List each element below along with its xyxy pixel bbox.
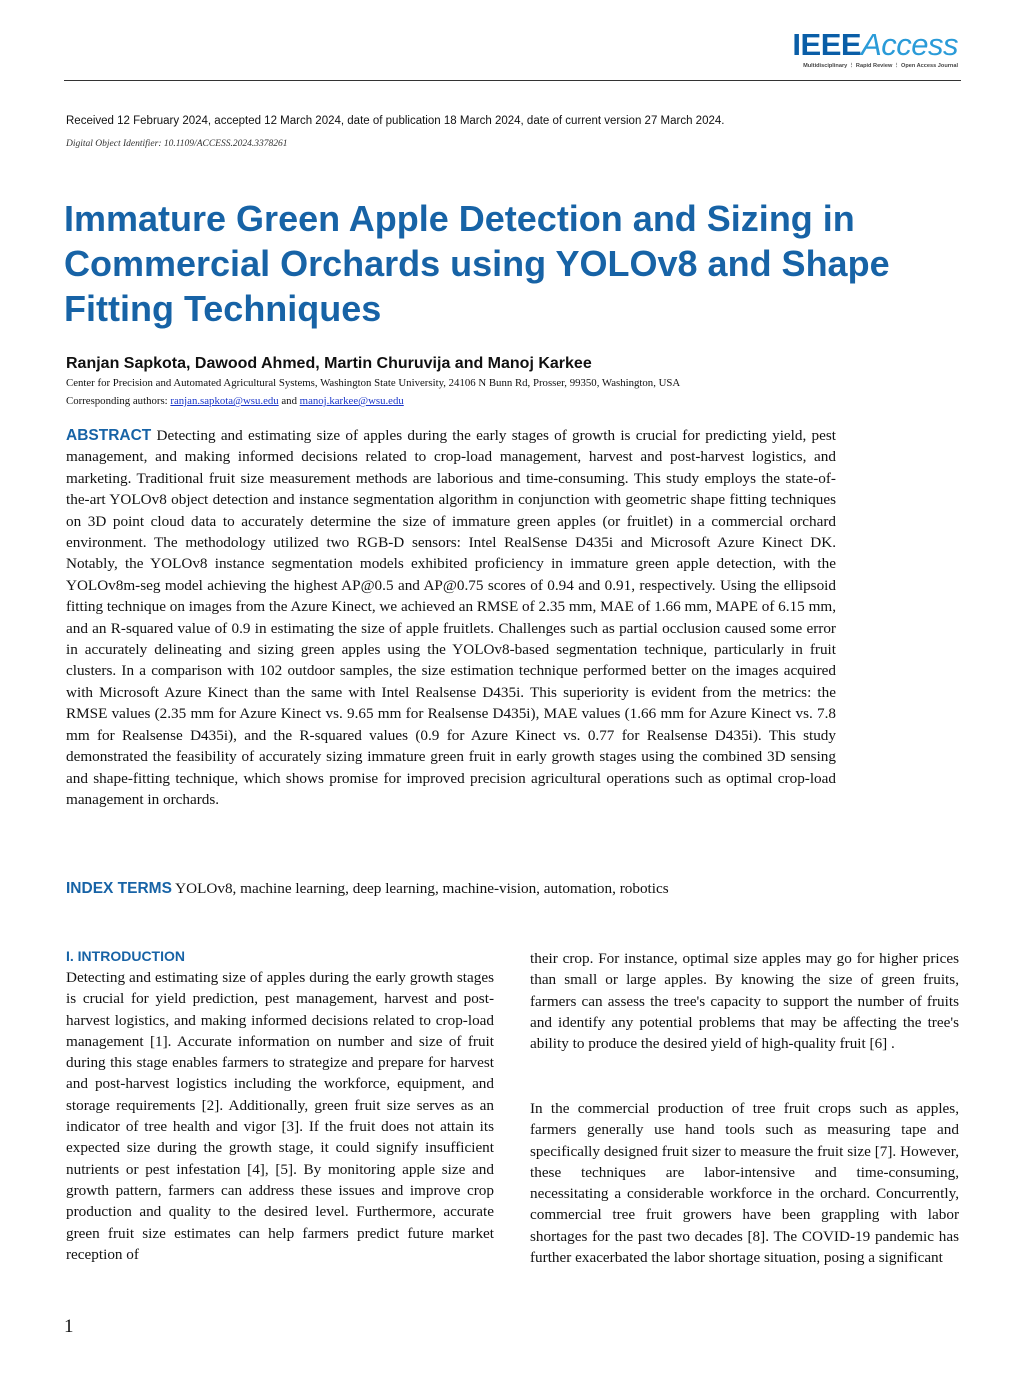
intro-column-1: Detecting and estimating size of apples during the early growth stages is crucial for yield prediction, pest management, harvest and post-harvest logistics, and making informed decisions related to crop-load management [1]. Accurate information on number and size of fruit during this stage enables farmers to strategize and prepare for harvest and post-harvest logistics including the workforce, equipment, and storage requirements [2]. Additionally, green fruit size serves as an indicator of tree health and vigor [3]. If the fruit does not attain its expected size during the growth stage, it could signify insufficient nutrients or pest infestation [4], [5]. By monitoring apple size and growth pattern, farmers can address these issues and improve crop production and quality to the desired level. Furthermore, accurate green fruit size estimates can help farmers predict future market reception of (66, 969, 494, 1263)
received-line: Received 12 February 2024, accepted 12 March 2024, date of publication 18 March 2024, date of current version 27 March 2024. (66, 115, 725, 127)
doi-line: Digital Object Identifier: 10.1109/ACCESS.2024.3378261 (66, 139, 288, 149)
abstract-label: ABSTRACT (66, 427, 152, 444)
corresponding-label: Corresponding authors: (66, 395, 168, 407)
page-number: 1 (64, 1316, 74, 1337)
and-word: and (281, 395, 297, 407)
paper-title: Immature Green Apple Detection and Sizing in Commercial Orchards using YOLOv8 and Shape Fitting Techniques (64, 198, 890, 329)
header-rule (64, 80, 961, 81)
affiliation: Center for Precision and Automated Agricultural Systems, Washington State University, 24106 N Bunn Rd, Prosser, 99350, Washington, USA (66, 377, 681, 389)
index-terms-label: INDEX TERMS (66, 880, 172, 897)
logo-wordmark (792, 28, 958, 62)
abstract-text: Detecting and estimating size of apples during the early stages of growth is crucial for predicting yield, pest management, and making informed decisions related to crop-load management, harvest and post-harvest logistics, and marketing. Traditional fruit size measurement methods are laborious and time-consuming. This study employs the state-of-the-art YOLOv8 object detection and instance segmentation algorithm in conjunction with geometric shape fitting techniques on 3D point cloud data to accurately determine the size of immature green apples (or fruitlet) in a commercial orchard environment. The methodology utilized two RGB-D sensors: Intel RealSense D435i and Microsoft Azure Kinect DK. Notably, the YOLOv8 instance segmentation models exhibited proficiency in immature green apple detection, with the YOLOv8m-seg model achieving the highest AP@0.5 and AP@0.75 scores of 0.94 and 0.91, respectively. Using the ellipsoid fitting technique on images from the Azure Kinect, we achieved an RMSE of 2.35 mm, MAE of 1.66 mm, MAPE of 6.15 mm, and an R-squared value of 0.9 in estimating the size of apple fruitlets. Challenges such as partial occlusion caused some error in accurately delineating and sizing green apples using the YOLOv8-based segmentation technique, particularly in fruit clusters. In a comparison with 102 outdoor samples, the size estimation technique performed better on the images acquired with Microsoft Azure Kinect than the same with Intel Realsense D435i. This superiority is evident from the metrics: the RMSE values (2.35 mm for Azure Kinect vs. 9.65 mm for Realsense D435i), MAE values (1.66 mm for Azure Kinect vs. 7.8 mm for Realsense D435i), and the R-squared values (0.9 for Azure Kinect vs. 0.77 for Realsense D435i). This study demonstrated the feasibility of accurately sizing immature green fruit in early growth stages using the combined 3D sensing and shape-fitting technique, which shows promise for improved precision agricultural operations such as optimal crop-load management in orchards. (66, 427, 836, 808)
index-terms-text: YOLOv8, machine learning, deep learning, machine-vision, automation, robotics (175, 880, 669, 897)
intro-column-2-paragraph-1: their crop. For instance, optimal size apples may go for higher prices than small or large apples. By knowing the size of green fruits, farmers can assess the tree's capacity to support the number of fruits and identify any potential problems that may be affecting the tree's ability to produce the desired yield of high-quality fruit [6] . (530, 950, 959, 1053)
journal-logo (792, 28, 958, 69)
email-link-sapkota[interactable]: ranjan.sapkota@wsu.edu (170, 395, 279, 407)
email-link-karkee[interactable]: manoj.karkee@wsu.edu (299, 395, 404, 407)
corresponding-authors (66, 395, 404, 407)
logo-tagline: Multidisciplinary ⋮ Rapid Review ⋮ Open Access Journal (803, 63, 958, 69)
abstract (66, 425, 836, 810)
intro-column-2-paragraph-2: In the commercial production of tree fruit crops such as apples, farmers generally use hand tools such as measuring tape and specifically designed fruit sizer to measure the fruit size [7]. However, these techniques are labor-intensive and time-consuming, necessitating a considerable workforce in the orchard. Concurrently, commercial tree fruit growers have been grappling with labor shortages for the past two decades [8]. The COVID-19 pandemic has further exacerbated the labor shortage situation, posing a significant (530, 1100, 959, 1267)
index-terms (66, 880, 669, 898)
logo-ieee: IEEE (792, 27, 862, 62)
section-heading-introduction: I. INTRODUCTION (66, 948, 185, 964)
logo-access: Access (861, 27, 958, 62)
author-list: Ranjan Sapkota, Dawood Ahmed, Martin Churuvija and Manoj Karkee (66, 355, 592, 372)
